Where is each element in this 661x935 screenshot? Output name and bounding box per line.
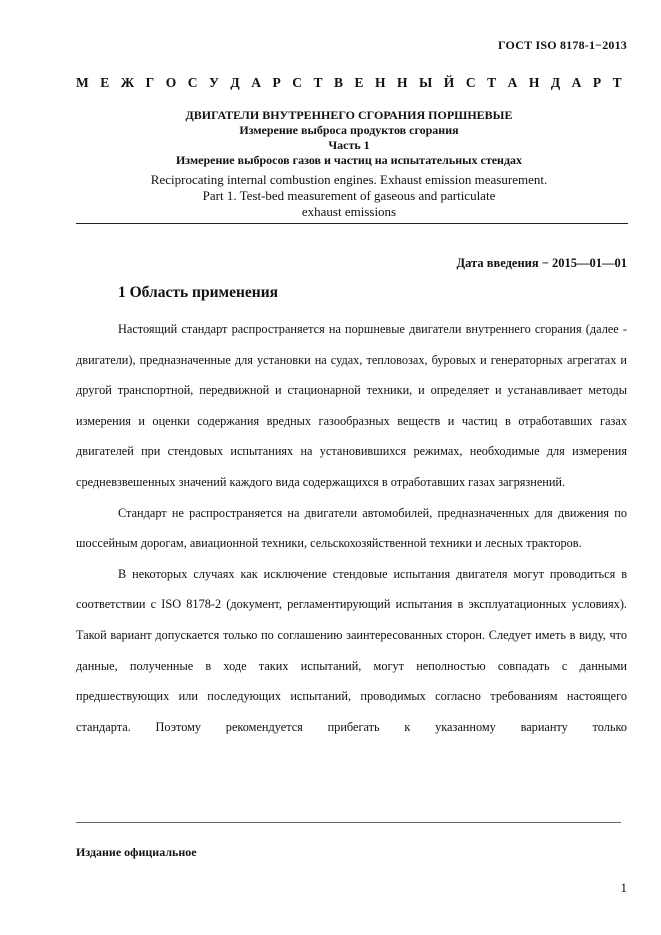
paragraph-exceptions: В некоторых случаях как исключение стендовые испытания двигателя могут проводиться в соответствии с ISO 8178-2 (документ, регламентирующий испытания в эксплуатационных условиях). Такой вариант допускается только по соглашению заинтересованных сторон. Следует иметь в виду, что данные, полученные в ходе таких испытаний, могут неполностью совпадать с данными предшествующих или последующих испытаний, проводимых согласно требованиям настоящего стандарта. Поэтому рекомендуется прибегать к указанному варианту только bbox=[76, 566, 627, 734]
paragraph-scope: Настоящий стандарт распространяется на поршневые двигатели внутреннего сгорания (далее - двигатели), предназначенные для установки на судах, тепловозах, буровых и генераторных агрегатах и другой транспортной, передвижной и стационарной техники, и определяет и устанавливает методы измерения и оценки содержания вредных газообразных веществ и частиц в отработавших газах двигателей при стендовых испытаниях на установившихся режимах, необходимые для измерения средневзвешенных значений каждого вида содержащихся в отработавших газах загрязнений. bbox=[76, 322, 627, 489]
standard-banner bbox=[76, 75, 622, 91]
official-edition-label: Издание официальное bbox=[76, 845, 197, 859]
banner-letter: Т bbox=[612, 75, 622, 90]
banner-letter: А bbox=[571, 75, 582, 90]
title-block bbox=[76, 108, 622, 220]
document-code: ГОСТ ISO 8178-1−2013 bbox=[498, 38, 627, 52]
banner-letter: Е bbox=[100, 75, 110, 90]
title-line-4: Измерение выбросов газов и частиц на испытательных стендах bbox=[175, 153, 523, 167]
banner-letter: С bbox=[465, 75, 476, 90]
title-part: Часть 1 bbox=[328, 138, 370, 152]
banner-letter: Т bbox=[313, 75, 323, 90]
banner-letter: Е bbox=[354, 75, 364, 90]
banner-letter: А bbox=[507, 75, 518, 90]
banner-letter: Р bbox=[592, 75, 602, 90]
banner-letter: Н bbox=[397, 75, 408, 90]
paragraph-exclusions: Стандарт не распространяется на двигатели автомобилей, предназначенных для движения по шоссейным дорогам, авиационной техники, сельскохозяйственной техники и лесных тракторов. bbox=[76, 505, 627, 551]
title-divider bbox=[76, 223, 628, 224]
banner-letter: Т bbox=[487, 75, 497, 90]
banner-letter: Р bbox=[272, 75, 281, 90]
banner-letter: О bbox=[165, 75, 177, 90]
banner-letter: Ы bbox=[419, 75, 433, 90]
footer-divider bbox=[76, 822, 621, 823]
banner-letter: У bbox=[208, 75, 219, 90]
section-heading: 1 Область применения bbox=[118, 284, 279, 301]
body-text bbox=[76, 314, 627, 742]
banner-letter: С bbox=[292, 75, 302, 90]
page-number: 1 bbox=[620, 880, 627, 895]
introduction-date: Дата введения − 2015—01—01 bbox=[456, 256, 627, 270]
banner-letter: Н bbox=[528, 75, 540, 90]
banner-letter: М bbox=[76, 75, 89, 90]
banner-letter: Й bbox=[443, 75, 455, 90]
title-line-1: ДВИГАТЕЛИ ВНУТРЕННЕГО СГОРАНИЯ ПОРШНЕВЫЕ bbox=[185, 108, 513, 122]
banner-letter: Г bbox=[145, 75, 155, 90]
english-title-line-3: exhaust emissions bbox=[301, 204, 397, 219]
banner-letter: А bbox=[251, 75, 261, 90]
english-title-line-2: Part 1. Test-bed measurement of gaseous and particulate bbox=[202, 188, 496, 203]
banner-letter: Д bbox=[230, 75, 240, 90]
english-title-line-1: Reciprocating internal combustion engines. Exhaust emission measurement. bbox=[150, 172, 548, 187]
title-line-2: Измерение выброса продуктов сгорания bbox=[239, 123, 459, 137]
banner-letter: Н bbox=[375, 75, 386, 90]
banner-letter: С bbox=[187, 75, 198, 90]
banner-letter: Ж bbox=[120, 75, 135, 90]
banner-letter: Д bbox=[550, 75, 561, 90]
banner-letter: В bbox=[333, 75, 343, 90]
